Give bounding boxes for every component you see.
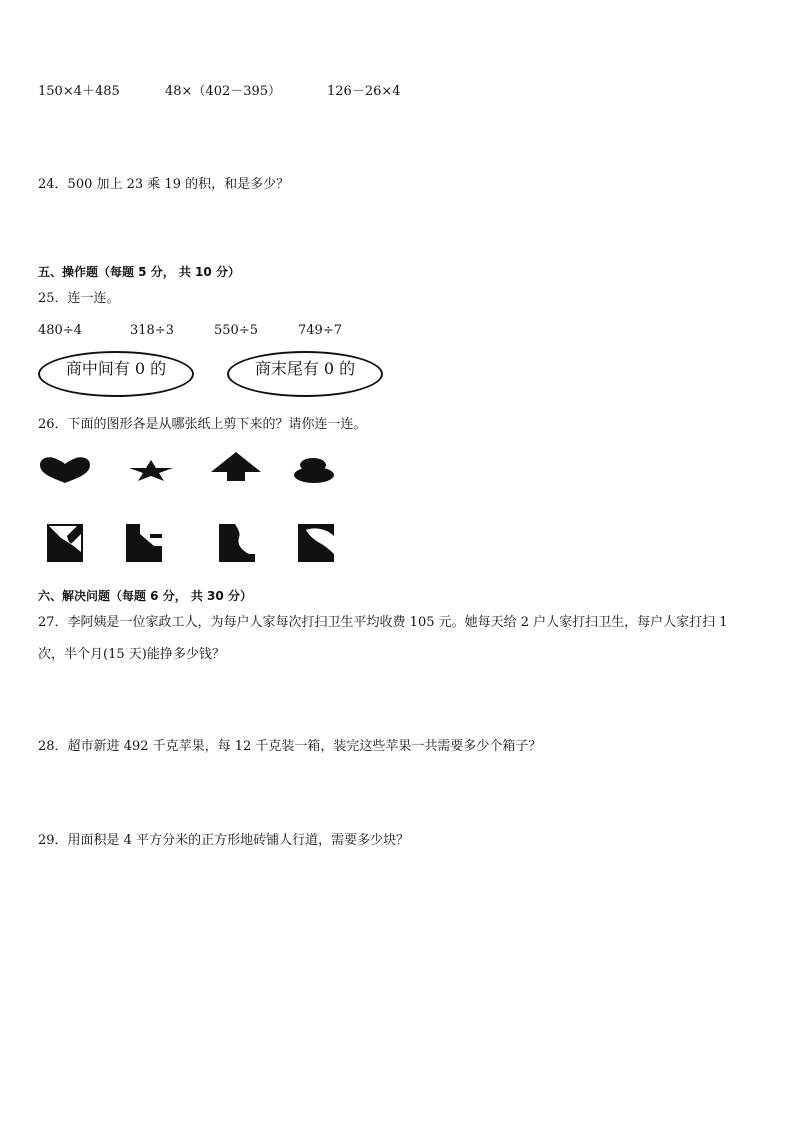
question-24: 24．500 加上 23 乘 19 的积，和是多少？ [38,177,290,192]
section-5-heading: 五、操作题（每题 5 分， 共 10 分） [38,265,240,279]
expression-1: 150×4＋485 [38,84,120,99]
section-6-heading: 六、解决问题（每题 6 分， 共 30 分） [38,589,252,603]
question-27-line-2: 次，半个月(15 天)能挣多少钱？ [38,647,225,662]
question-25: 25．连一连。 [38,291,120,306]
paper-cut-4 [298,524,334,562]
arrow-shape [209,452,263,482]
oval-end-zero-label: 商末尾有 0 的 [254,358,356,378]
oval-middle-zero [38,351,194,397]
question-29: 29．用面积是 4 平方分米的正方形地砖铺人行道，需要多少块？ [38,833,410,848]
question-27-line-1: 27．李阿姨是一位家政工人，为每户人家每次打扫卫生平均收费 105 元。她每天给 2 户人家打扫卫生，每户人家打扫 1 [38,615,728,630]
question-26: 26．下面的图形各是从哪张纸上剪下来的？请你连一连。 [38,417,367,432]
paper-cut-2 [126,524,162,562]
star-shape [127,458,175,482]
heart-shape [38,455,92,485]
q25-item-3: 550÷5 [214,323,258,338]
snowman-shape [293,457,337,483]
q25-item-4: 749÷7 [298,323,342,338]
paper-cut-3 [219,524,255,562]
oval-middle-zero-label: 商中间有 0 的 [65,358,167,378]
expression-3: 126－26×4 [327,84,401,99]
expression-2: 48×（402－395） [165,84,282,99]
question-28: 28．超市新进 492 千克苹果，每 12 千克装一箱，装完这些苹果一共需要多少个箱子？ [38,739,542,754]
oval-end-zero [227,351,383,397]
paper-cut-1 [47,524,83,562]
q25-item-1: 480÷4 [38,323,82,338]
q25-item-2: 318÷3 [130,323,174,338]
